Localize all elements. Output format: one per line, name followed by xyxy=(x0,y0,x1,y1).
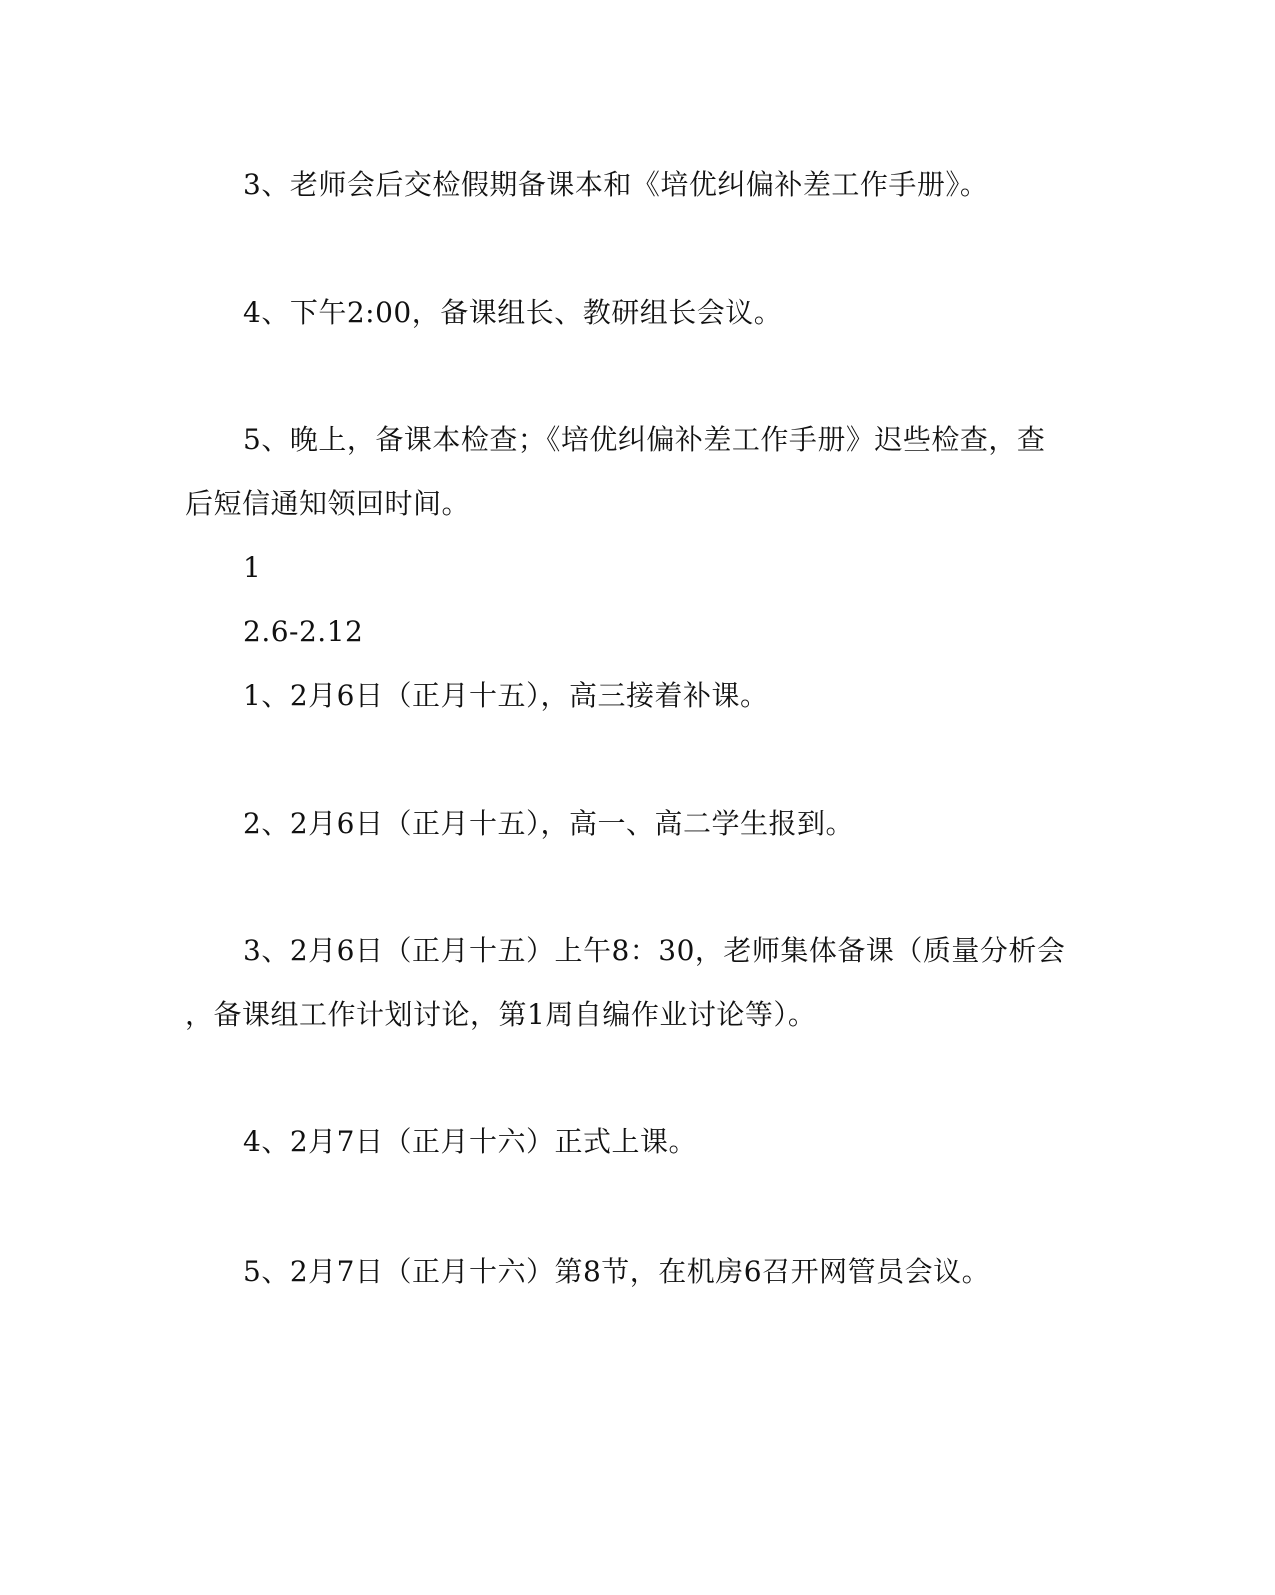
paragraph-collective-prep: 3、2月6日（正月十五）上午8：30，老师集体备课（质量分析会 xyxy=(243,934,1066,967)
paragraph-collective-prep-continuation: ，备课组工作计划讨论，第1周自编作业讨论等）。 xyxy=(185,998,817,1031)
paragraph-evening-check-continuation: 后短信通知领回时间。 xyxy=(185,487,471,520)
date-range: 2.6-2.12 xyxy=(243,615,364,648)
paragraph-classes-start: 4、2月7日（正月十六）正式上课。 xyxy=(243,1125,697,1158)
paragraph-afternoon-meeting: 4、下午2:00，备课组长、教研组长会议。 xyxy=(243,296,783,329)
paragraph-teachers-submit: 3、老师会后交检假期备课本和《培优纠偏补差工作手册》。 xyxy=(243,168,989,201)
week-number: 1 xyxy=(243,551,262,584)
paragraph-student-registration: 2、2月6日（正月十五），高一、高二学生报到。 xyxy=(243,807,854,840)
paragraph-network-meeting: 5、2月7日（正月十六）第8节，在机房6召开网管员会议。 xyxy=(243,1255,991,1288)
paragraph-evening-check: 5、晚上，备课本检查；《培优纠偏补差工作手册》迟些检查，查 xyxy=(243,423,1046,456)
paragraph-senior-classes: 1、2月6日（正月十五），高三接着补课。 xyxy=(243,679,769,712)
